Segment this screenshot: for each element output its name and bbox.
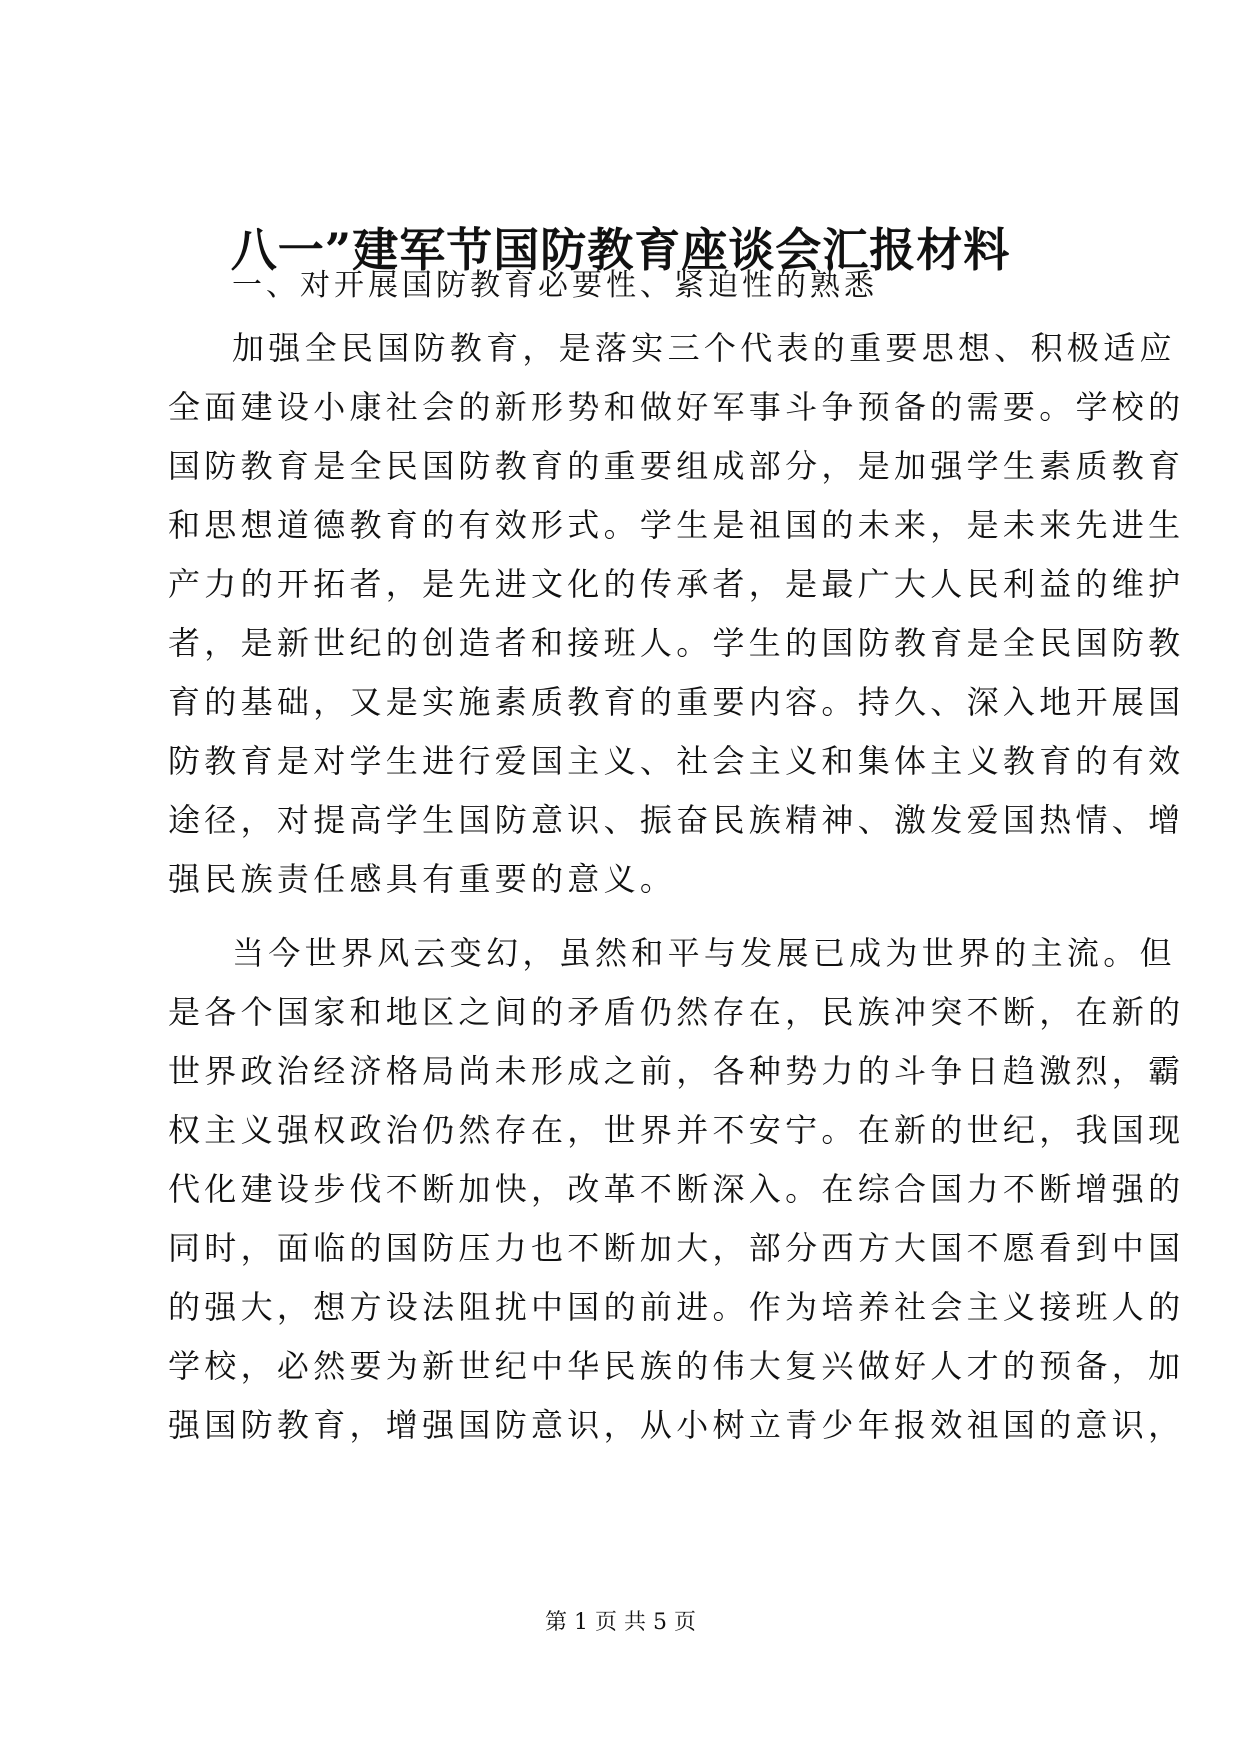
- paragraph-line: 强民族责任感具有重要的意义。: [168, 860, 677, 898]
- paragraph-line: 代化建设步伐不断加快，改革不断深入。在综合国力不断增强的: [168, 1170, 1185, 1208]
- paragraph-line: 全面建设小康社会的新形势和做好军事斗争预备的需要。学校的: [168, 388, 1185, 426]
- paragraph-line: 是各个国家和地区之间的矛盾仍然存在，民族冲突不断，在新的: [168, 993, 1185, 1031]
- paragraph-line: 当今世界风云变幻，虽然和平与发展已成为世界的主流。但: [232, 934, 1176, 972]
- paragraph-line: 强国防教育，增强国防意识，从小树立青少年报效祖国的意识，: [168, 1406, 1185, 1444]
- paragraph-line: 世界政治经济格局尚未形成之前，各种势力的斗争日趋激烈，霸: [168, 1052, 1185, 1090]
- paragraph-line: 产力的开拓者，是先进文化的传承者，是最广大人民利益的维护: [168, 565, 1185, 603]
- paragraph-line: 育的基础，又是实施素质教育的重要内容。持久、深入地开展国: [168, 683, 1185, 721]
- paragraph-line: 的强大，想方设法阻扰中国的前进。作为培养社会主义接班人的: [168, 1288, 1185, 1326]
- paragraph-line: 防教育是对学生进行爱国主义、社会主义和集体主义教育的有效: [168, 742, 1185, 780]
- document-title: 八一”建军节国防教育座谈会汇报材料: [230, 223, 1011, 277]
- paragraph-line: 加强全民国防教育，是落实三个代表的重要思想、积极适应: [232, 329, 1176, 367]
- paragraph-line: 同时，面临的国防压力也不断加大，部分西方大国不愿看到中国: [168, 1229, 1185, 1267]
- paragraph-line: 权主义强权政治仍然存在，世界并不安宁。在新的世纪，我国现: [168, 1111, 1185, 1149]
- page-number-footer: 第 1 页 共 5 页: [545, 1610, 696, 1635]
- section-heading: 一、对开展国防教育必要性、紧迫性的熟悉: [232, 268, 878, 303]
- paragraph-line: 者，是新世纪的创造者和接班人。学生的国防教育是全民国防教: [168, 624, 1185, 662]
- paragraph-line: 国防教育是全民国防教育的重要组成部分，是加强学生素质教育: [168, 447, 1185, 485]
- paragraph-line: 途径，对提高学生国防意识、振奋民族精神、激发爱国热情、增: [168, 801, 1185, 839]
- paragraph-line: 学校，必然要为新世纪中华民族的伟大复兴做好人才的预备，加: [168, 1347, 1185, 1385]
- paragraph-line: 和思想道德教育的有效形式。学生是祖国的未来，是未来先进生: [168, 506, 1185, 544]
